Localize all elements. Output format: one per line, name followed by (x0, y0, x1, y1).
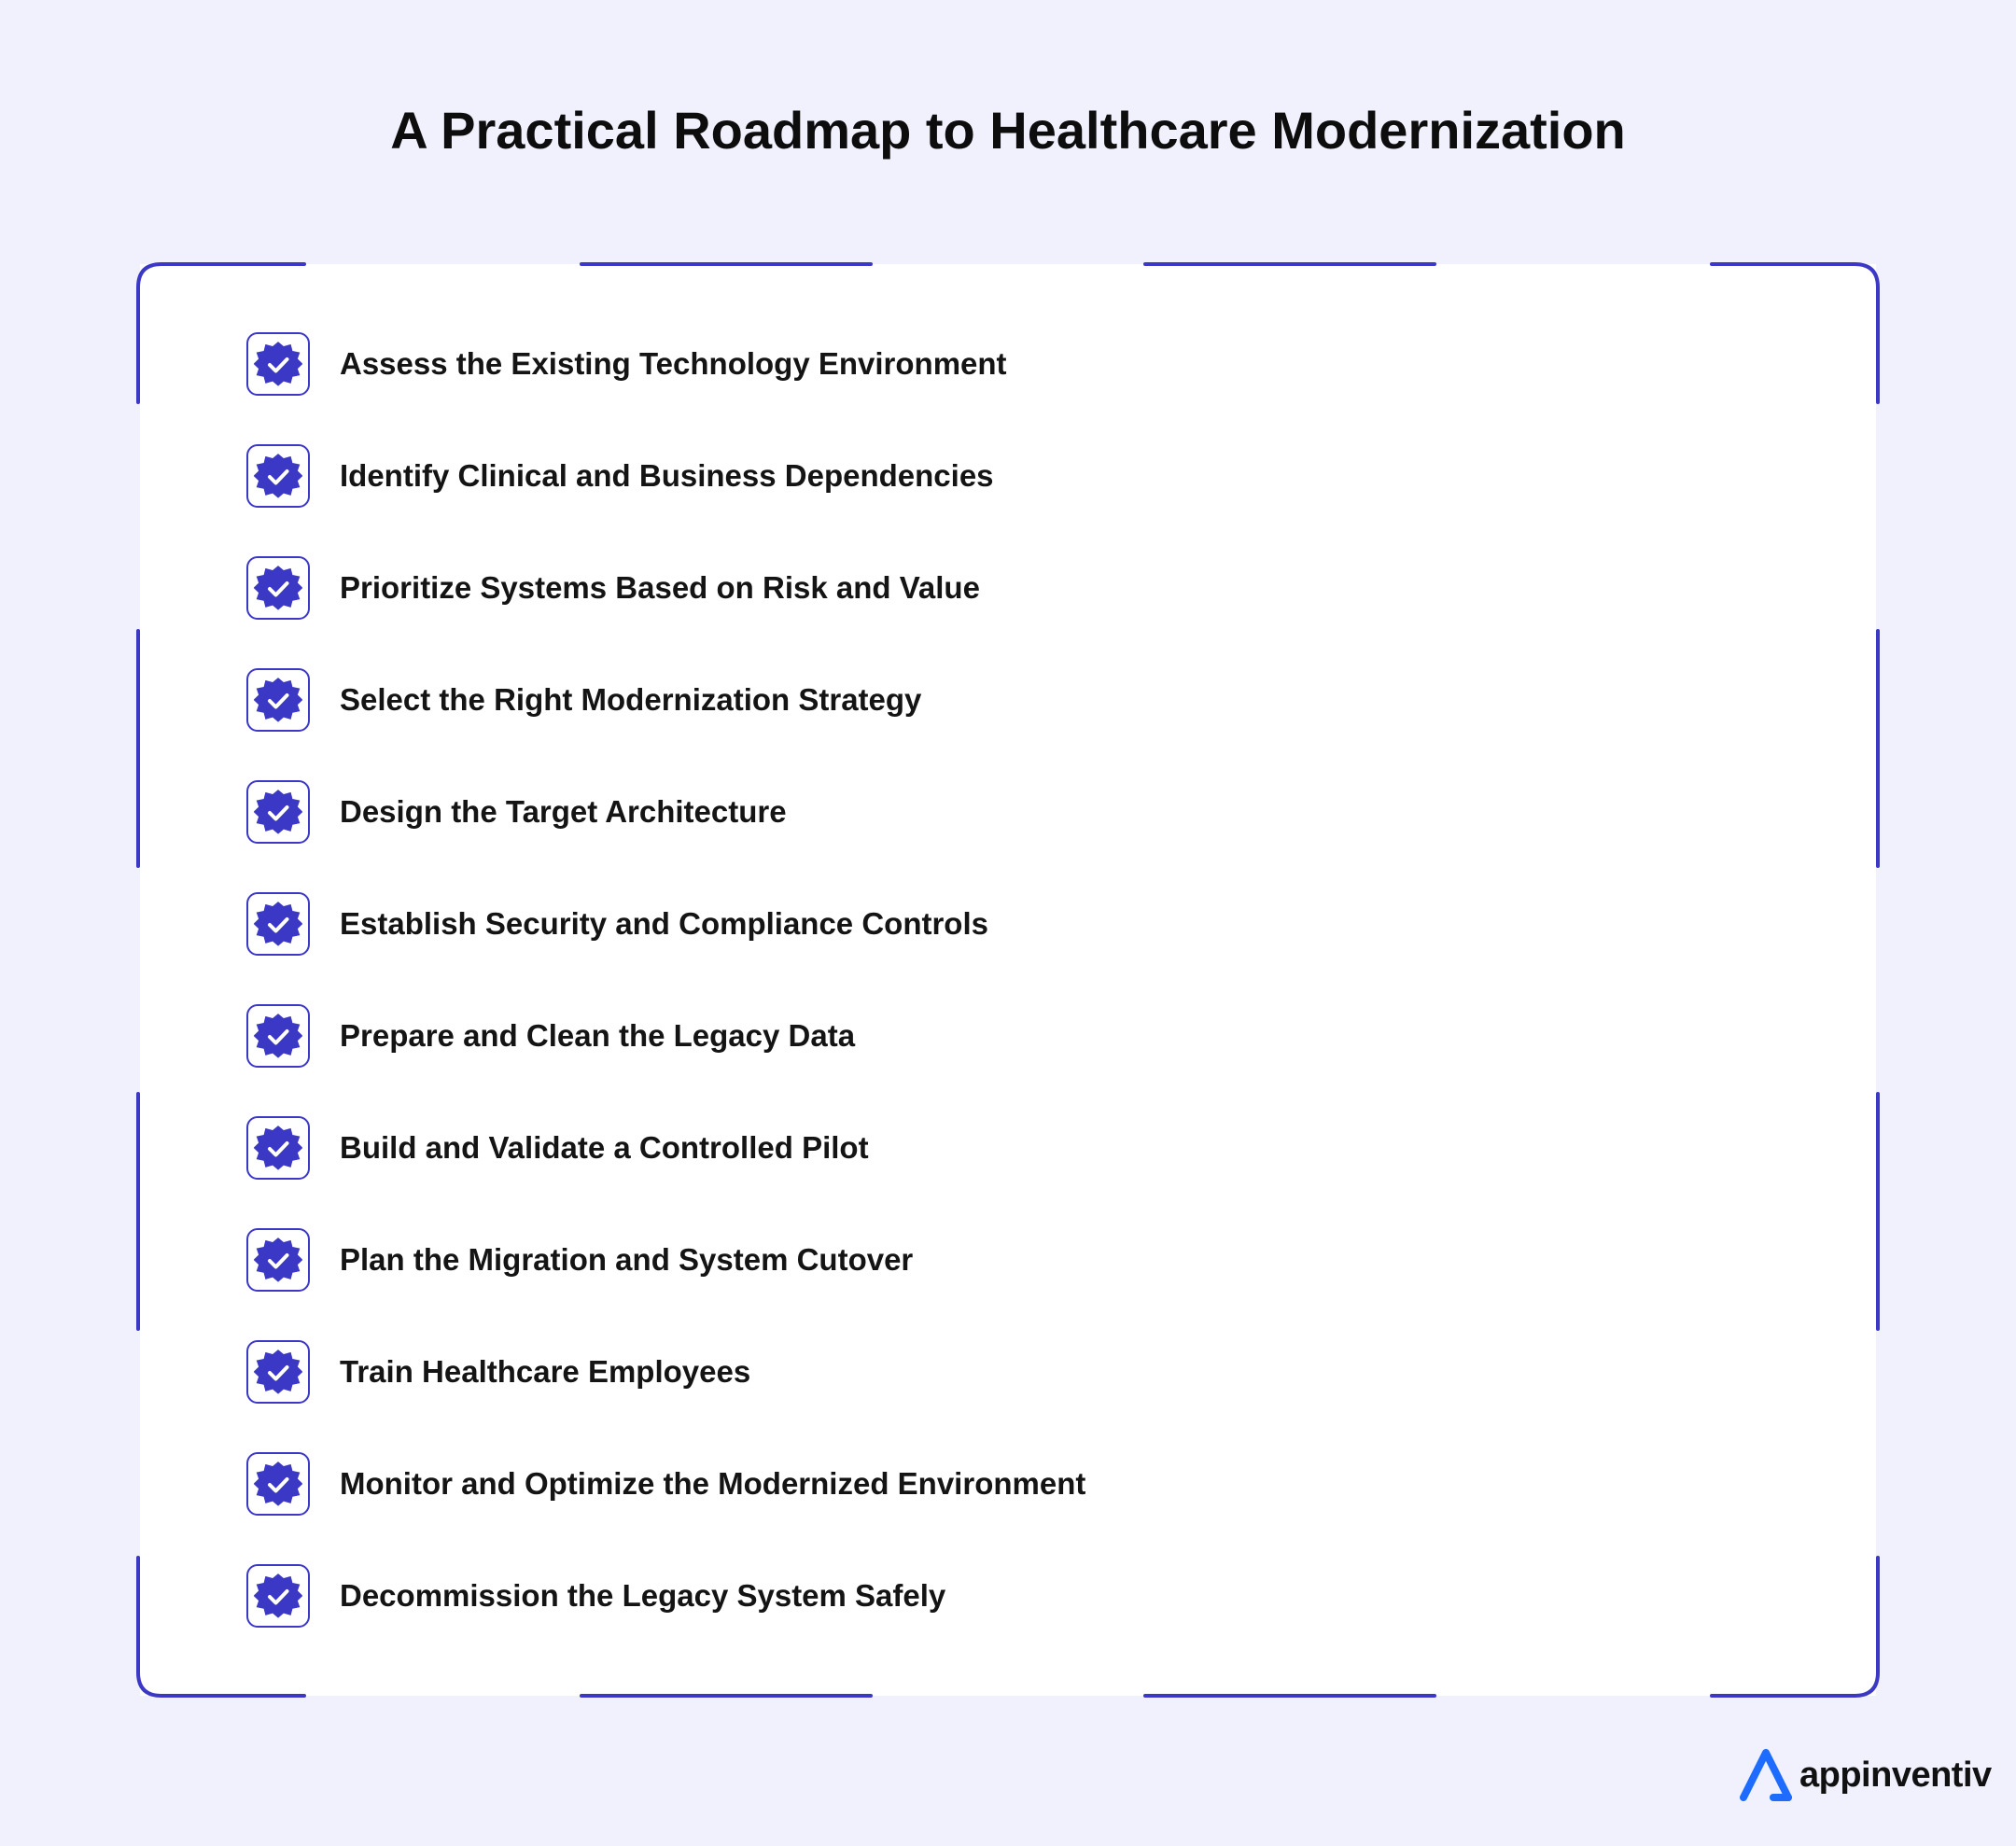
step-label: Decommission the Legacy System Safely (340, 1578, 946, 1613)
verified-badge-icon (246, 1004, 310, 1068)
roadmap-step (246, 778, 787, 846)
roadmap-step (246, 1002, 855, 1070)
verified-badge-icon (246, 1116, 310, 1180)
step-label: Establish Security and Compliance Controls (340, 906, 988, 941)
roadmap-step (246, 554, 980, 622)
verified-badge-icon (246, 780, 310, 844)
verified-badge-icon (246, 668, 310, 732)
page-title: A Practical Roadmap to Healthcare Modernization (390, 101, 1626, 160)
step-label: Plan the Migration and System Cutover (340, 1242, 914, 1277)
roadmap-step (246, 1226, 913, 1294)
roadmap-step (246, 1338, 750, 1405)
step-label: Prioritize Systems Based on Risk and Value (340, 570, 980, 605)
brand-logo (1740, 1747, 1992, 1803)
step-label: Assess the Existing Technology Environment (340, 346, 1007, 381)
roadmap-step (246, 442, 994, 510)
verified-badge-icon (246, 892, 310, 956)
verified-badge-icon (246, 1340, 310, 1404)
verified-badge-icon (246, 332, 310, 396)
step-label: Identify Clinical and Business Dependencies (340, 458, 994, 493)
roadmap-step (246, 1450, 1085, 1517)
roadmap-step (246, 1114, 869, 1182)
verified-badge-icon (246, 1452, 310, 1516)
roadmap-step (246, 330, 1007, 398)
step-label: Build and Validate a Controlled Pilot (340, 1130, 869, 1165)
roadmap-step (246, 890, 988, 958)
verified-badge-icon (246, 1564, 310, 1628)
verified-badge-icon (246, 1228, 310, 1292)
verified-badge-icon (246, 444, 310, 508)
brand-name: appinventiv (1799, 1755, 1992, 1795)
roadmap-step (246, 666, 921, 734)
step-label: Monitor and Optimize the Modernized Environment (340, 1466, 1086, 1501)
step-label: Prepare and Clean the Legacy Data (340, 1018, 856, 1053)
step-label: Design the Target Architecture (340, 794, 787, 829)
step-label: Select the Right Modernization Strategy (340, 682, 922, 717)
verified-badge-icon (246, 556, 310, 620)
roadmap-step (246, 1562, 945, 1629)
appinventiv-logo-icon (1740, 1749, 1792, 1801)
step-label: Train Healthcare Employees (340, 1354, 751, 1389)
